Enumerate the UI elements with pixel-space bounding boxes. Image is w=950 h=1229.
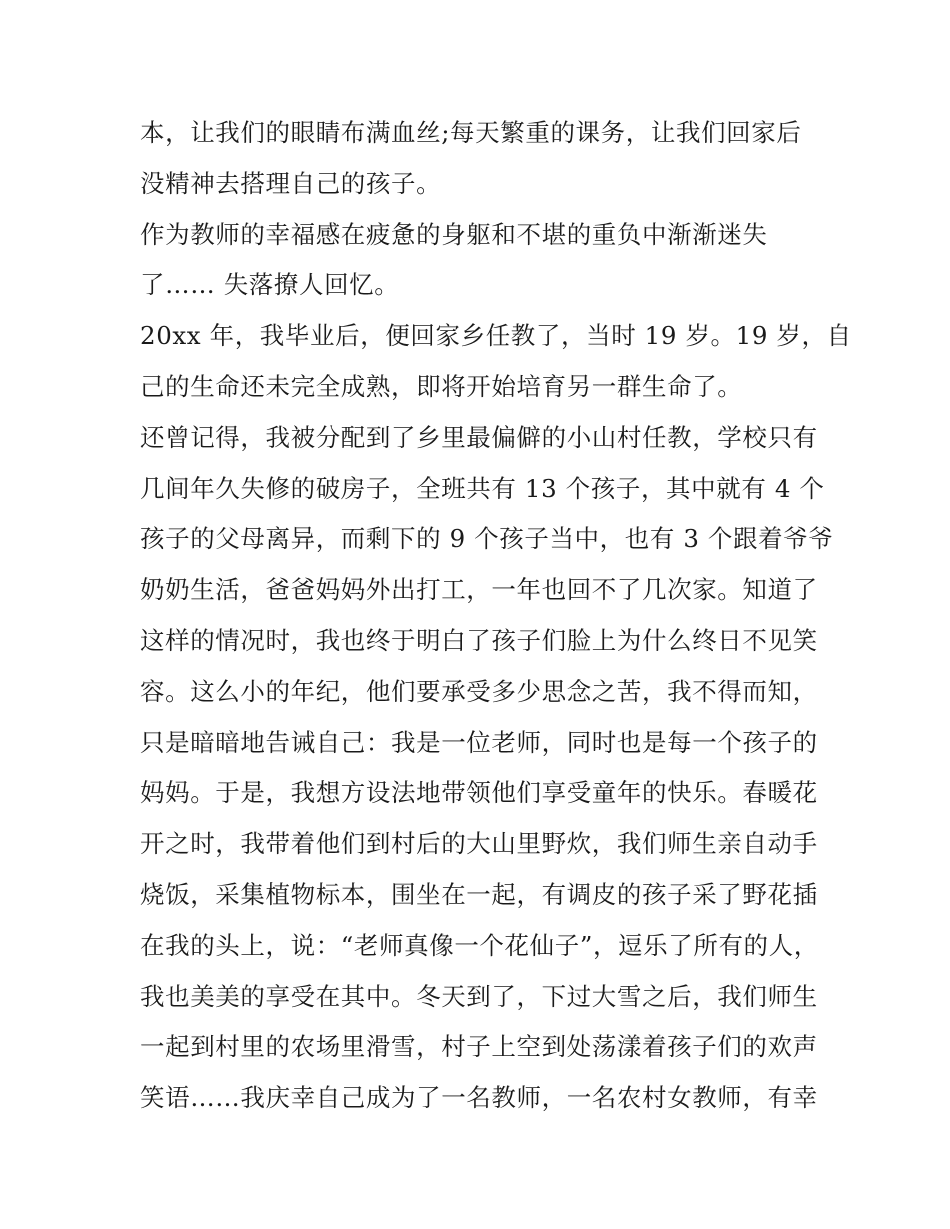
text-line: 开之时，我带着他们到村后的大山里野炊，我们师生亲自动手 — [140, 829, 818, 859]
text-line: 奶奶生活，爸爸妈妈外出打工，一年也回不了几次家。知道了 — [140, 575, 818, 605]
text-line: 还曾记得，我被分配到了乡里最偏僻的小山村任教，学校只有 — [140, 422, 818, 452]
text-line: 烧饭，采集植物标本，围坐在一起，有调皮的孩子采了野花插 — [140, 879, 818, 909]
text-line: 20xx 年，我毕业后，便回家乡任教了，当时 19 岁。19 岁，自 — [140, 321, 852, 351]
text-line: 这样的情况时，我也终于明白了孩子们脸上为什么终日不见笑 — [140, 625, 818, 655]
text-line: 作为教师的幸福感在疲惫的身躯和不堪的重负中渐渐迷失 — [140, 219, 768, 249]
text-line: 没精神去搭理自己的孩子。 — [140, 168, 442, 198]
text-line: 在我的头上，说：“老师真像一个花仙子”，逗乐了所有的人， — [140, 930, 819, 960]
text-line: 容。这么小的年纪，他们要承受多少思念之苦，我不得而知， — [140, 676, 818, 706]
text-line: 几间年久失修的破房子，全班共有 13 个孩子，其中就有 4 个 — [140, 473, 825, 503]
text-line: 我也美美的享受在其中。冬天到了，下过大雪之后，我们师生 — [140, 981, 818, 1011]
document-body — [140, 108, 852, 1124]
text-line: 孩子的父母离异，而剩下的 9 个孩子当中，也有 3 个跟着爷爷 — [140, 524, 834, 554]
text-line: 己的生命还未完全成熟，即将开始培育另一群生命了。 — [140, 371, 743, 401]
text-line: 了…… 失落撩人回忆。 — [140, 270, 400, 300]
text-line: 本，让我们的眼睛布满血丝;每天繁重的课务，让我们回家后 — [140, 118, 802, 147]
text-line: 笑语……我庆幸自己成为了一名教师，一名农村女教师，有幸 — [140, 1083, 818, 1113]
text-line: 妈妈。于是，我想方设法地带领他们享受童年的快乐。春暖花 — [140, 778, 818, 808]
text-line: 一起到村里的农场里滑雪，村子上空到处荡漾着孩子们的欢声 — [140, 1032, 818, 1062]
text-line: 只是暗暗地告诫自己：我是一位老师，同时也是每一个孩子的 — [140, 727, 818, 757]
